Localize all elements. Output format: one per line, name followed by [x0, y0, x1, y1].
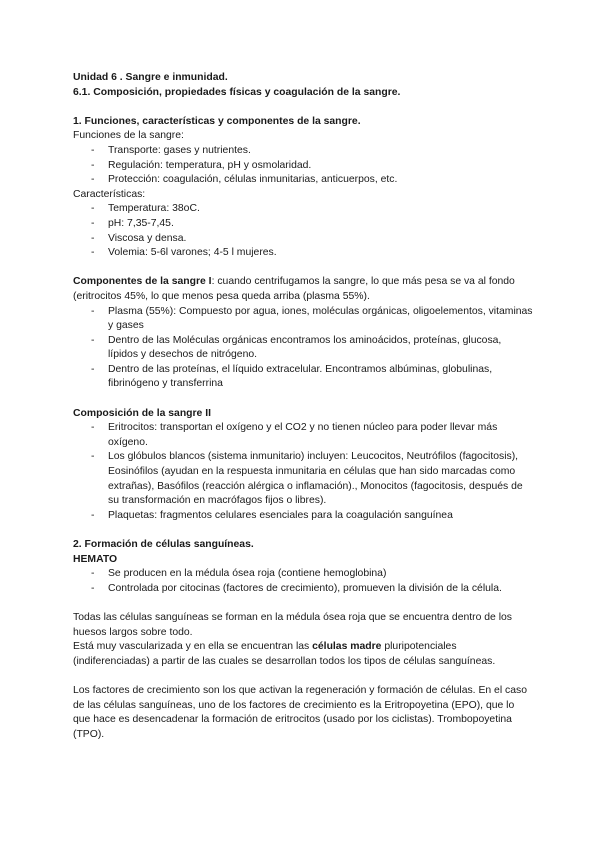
list-item: - Dentro de las proteínas, el líquido extracelular. Encontramos albúminas, globulinas, fibrinógeno y transferrina: [73, 363, 533, 392]
list-item: - Plasma (55%): Compuesto por agua, iones, moléculas orgánicas, oligoelementos, vitaminas y gases: [73, 305, 533, 334]
celulas-madre-term: células madre: [312, 641, 382, 653]
formacion-heading: 2. Formación de células sanguíneas.: [73, 539, 254, 550]
factores-paragraph: Los factores de crecimiento son los que activan la regeneración y formación de células. En el caso de las células sanguíneas, uno de los factores de crecimiento es la Eritropoyetina (EPO), que lo que hace es desencadenar la formación de eritrocitos (usado por los ciclistas). Trombopoyetina (TPO).: [73, 684, 527, 740]
composicion-heading: Composición de la sangre II: [73, 407, 211, 419]
section-title: 6.1. Composición, propiedades físicas y coagulación de la sangre.: [73, 86, 401, 98]
list-item: - pH: 7,35-7,45.: [73, 217, 533, 232]
para-text: Está muy vascularizada y en ella se encuentran las: [73, 641, 313, 653]
list-item: - Controlada por citocinas (factores de crecimiento), promueven la división de la célula.: [73, 582, 533, 597]
list-item: - Dentro de las Moléculas orgánicas encontramos los aminoácidos, proteínas, glucosa, lípidos y desechos de nitrógeno.: [73, 334, 533, 363]
funciones-list: [73, 144, 533, 188]
heading-funciones: 1. Funciones, características y componentes de la sangre.: [73, 115, 361, 127]
document-body: [73, 71, 533, 742]
list-item: - Volemia: 5-6l varones; 4-5 l mujeres.: [73, 246, 533, 261]
componentes-paragraph: [73, 275, 533, 304]
hemato-list: [73, 567, 533, 596]
list-item: - Se producen en la médula ósea roja (contiene hemoglobina): [73, 567, 533, 582]
para-text: pluripotenciales (indiferenciadas) a partir de las cuales se desarrollan todos los tipos de células sanguíneas.: [73, 641, 496, 667]
list-item: - Transporte: gases y nutrientes.: [73, 144, 533, 159]
componentes-heading: Componentes de la sangre I: [73, 276, 212, 288]
list-item: - Protección: coagulación, células inmunitarias, anticuerpos, etc.: [73, 173, 533, 188]
caracteristicas-list: [73, 202, 533, 260]
list-item: - Temperatura: 38oC.: [73, 202, 533, 217]
composicion-list: [73, 421, 533, 523]
medula-paragraph: Todas las células sanguíneas se forman en la médula ósea roja que se encuentra dentro de los huesos largos sobre todo.: [73, 611, 512, 638]
hemato-subheading: HEMATO: [73, 553, 118, 565]
list-item: - Plaquetas: fragmentos celulares esenciales para la coagulación sanguínea: [73, 509, 533, 524]
celulas-madre-paragraph: [73, 640, 533, 669]
list-item: - Regulación: temperatura, pH y osmolaridad.: [73, 159, 533, 174]
funciones-label: Funciones de la sangre:: [73, 130, 184, 142]
list-item: - Los glóbulos blancos (sistema inmunitario) incluyen: Leucocitos, Neutrófilos (fagocitosis), Eosinófilos (ayudan en la respuesta inmunitaria en células que han sido marcadas como extrañas), Basófilos (reacción alérgica o inflamación)., Monocitos (fagocitosis, después de su transformación en macrófagos fijos o libres).: [73, 450, 533, 508]
list-item: - Eritrocitos: transportan el oxígeno y el CO2 y no tienen núcleo para poder llevar más oxígeno.: [73, 421, 533, 450]
list-item: - Viscosa y densa.: [73, 232, 533, 247]
componentes-text: : cuando centrifugamos la sangre, lo que más pesa se va al fondo (eritrocitos 45%, lo que menos pesa queda arriba (plasma 55%).: [73, 276, 515, 302]
componentes-list: [73, 305, 533, 393]
caracteristicas-label: Características:: [73, 188, 146, 200]
unit-title: Unidad 6 . Sangre e inmunidad.: [73, 72, 228, 83]
